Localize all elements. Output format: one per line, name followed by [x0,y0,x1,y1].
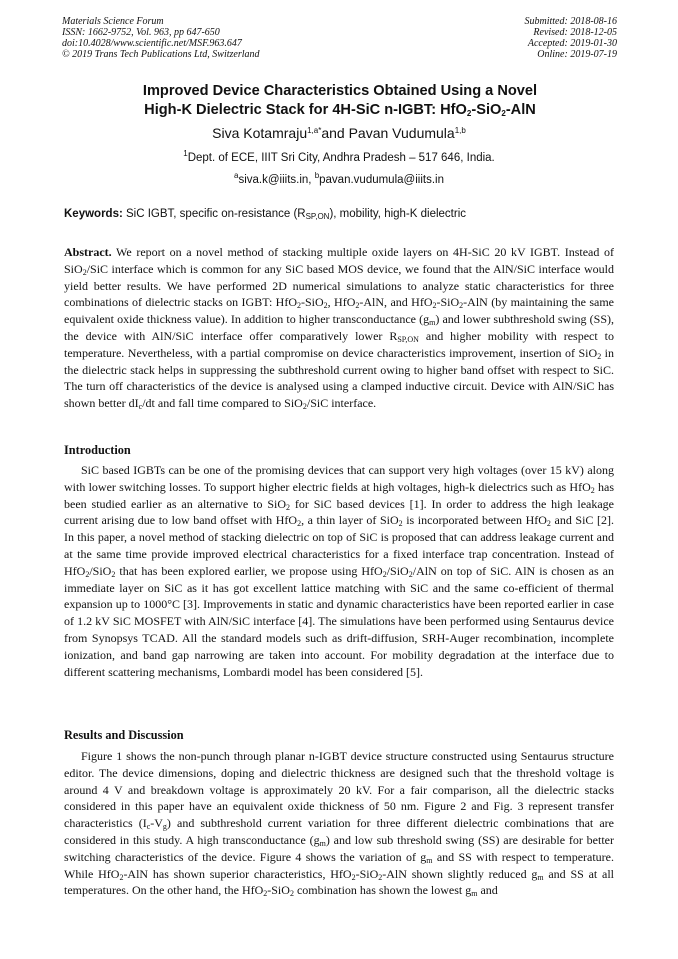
submission-dates [525,16,618,60]
abstract: Abstract. We report on a novel method of stacking multiple oxide layers on 4H-SiC 20 kV IGBT. Instead of SiO$_2$/SiC interface which is common for any SiC based MOS device, we found that the AlN/SiC interface would yield better results. We have performed 2D numerical simulations to analyze static characteristics for three combinations of dielectric stacks on IGBT: HfO$_2$-SiO$_2$, HfO$_2$-AlN, and HfO$_2$-SiO$_2$-AlN (by maintaining the same equivalent oxide thickness value). In addition to higher transconductance $(g_m)$ and lower subthreshold swing (SS), the device with AlN/SiC interface offer comparatively lower $R_{SP,ON}$ and higher mobility with respect to temperature. Nevertheless, with a partial compromise on device characteristics improvement, insertion of SiO$_2$ in the dielectric stack helps in suppressing the subthreshold current owing to higher band offset with respect to SiC. The turn off characteristics of the device is analysed using a clamped inductive circuit. Device with AlN/SiC has shown better $dI_c/dt$ and fall time compared to SiO$_2$/SiC interface. [64,245,615,412]
journal-copyright: © 2019 Trans Tech Publications Ltd, Switzerland [62,49,260,60]
title-line-1: Improved Device Characteristics Obtained Using a Novel [142,83,538,99]
results-body: Figure 1 shows the non-punch through planar n-IGBT device structure constructed using Sentaurus structure editor. The device dimensions, doping and dielectric thickness are designed such that the threshold voltage is around 4 V and breakdown voltage is approximately 20 kV. For a fair comparison, all the dielectric stacks considered in this paper have an equivalent oxide thickness of 50 nm. Figure 2 and Fig. 3 represent transfer characteristics $(I_c-V_g)$ and subthreshold current variation for three different dielectric combinations that are considered in this study. A high transconductance $(g_m)$ and low sub threshold swing (SS) are desirable for better switching characteristics of the device. Figure 4 shows the variation of $g_m$ and SS with respect to temperature. While HfO$_2$-AlN has shown superior characteristics, HfO$_2$-SiO$_2$-AlN shown slightly reduced $g_m$ and SS at all temperatures. On the other hand, the HfO$_2$-SiO$_2$ combination has shown the lowest $g_m$ and [64,749,615,899]
date-online: Online: 2019-07-19 [537,49,617,60]
date-revised: Revised: 2018-12-05 [533,27,617,38]
paper-title [70,82,610,120]
author-1: Siva Kotamraju [212,125,308,141]
journal-info [62,16,260,60]
journal-doi: doi:10.4028/www.scientific.net/MSF.963.647 [62,38,242,49]
title-line-2: High-K Dielectric Stack for 4H-SiC n-IGBT: HfO$_2$-SiO$_2$-AlN [144,102,536,118]
abstract-label: Abstract. [64,245,112,259]
journal-issn: ISSN: 1662-9752, Vol. 963, pp 647-650 [62,27,220,38]
email-link-a[interactable]: siva.k@iiits.in, [238,174,315,186]
journal-name: Materials Science Forum [62,16,164,27]
author-2: and Pavan Vudumula [321,125,455,141]
keywords-label: Keywords: [64,208,123,220]
keywords: Keywords: SiC IGBT, specific on-resistance $(R_{SP,ON})$, mobility, high-K dielectric [64,208,467,221]
introduction-body: SiC based IGBTs can be one of the promising devices that can support very high voltages (over 15 kV) along with lower switching losses. To support higher electric fields at high voltages, high-k dielectrics such as HfO$_2$ has been studied earlier as an alternative to SiO$_2$ for SiC based devices [1]. In order to address the high leakage current arising due to low band offset with HfO$_2$, a thin layer of SiO$_2$ is incorporated between HfO$_2$ and SiC [2]. In this paper, a novel method of stacking dielectric on top of SiC is proposed that can address leakage current and at the same time provide improved electrical characteristics for a fixed interface trap concentration. Instead of HfO$_2$/SiO$_2$ that has been explored earlier, we propose using HfO$_2$/SiO$_2$/AlN on top of SiC. AlN is chosen as an immediate layer on SiC as it has got excellent lattice matching with SiC and the same co-efficient of thermal expansion up to 1000°C [3]. Improvements in static and dynamic characteristics have been reported earlier in case of 1.2 kV SiC MOSFET with AlN/SiC interface [4]. The simulations have been performed using Sentaurus device from Synopsys TCAD. All the standard models such as drift-diffusion, SRH-Auger recombination, incomplete ionization, and band gap narrowing are taken into account. For mobility degradation at the interface due to different scattering mechanisms, Lombardi model has been considered [5]. [64,463,615,679]
affiliation: $^1$Dept. of ECE, IIIT Sri City, Andhra Pradesh – 517 646, India. [183,149,495,164]
author-emails: $^a$siva.k@iiits.in, $^b$pavan.vudumula@iiits.in [234,171,444,186]
author-list: Siva Kotamraju$^{1,a*}$and Pavan Vudumula$^{1,b}$ [212,125,466,141]
email-link-b[interactable]: pavan.vudumula@iiits.in [319,174,444,186]
results-heading: Results and Discussion [64,728,184,742]
date-accepted: Accepted: 2019-01-30 [527,38,617,49]
date-submitted: Submitted: 2018-08-16 [524,16,617,27]
introduction-heading: Introduction [64,443,131,457]
